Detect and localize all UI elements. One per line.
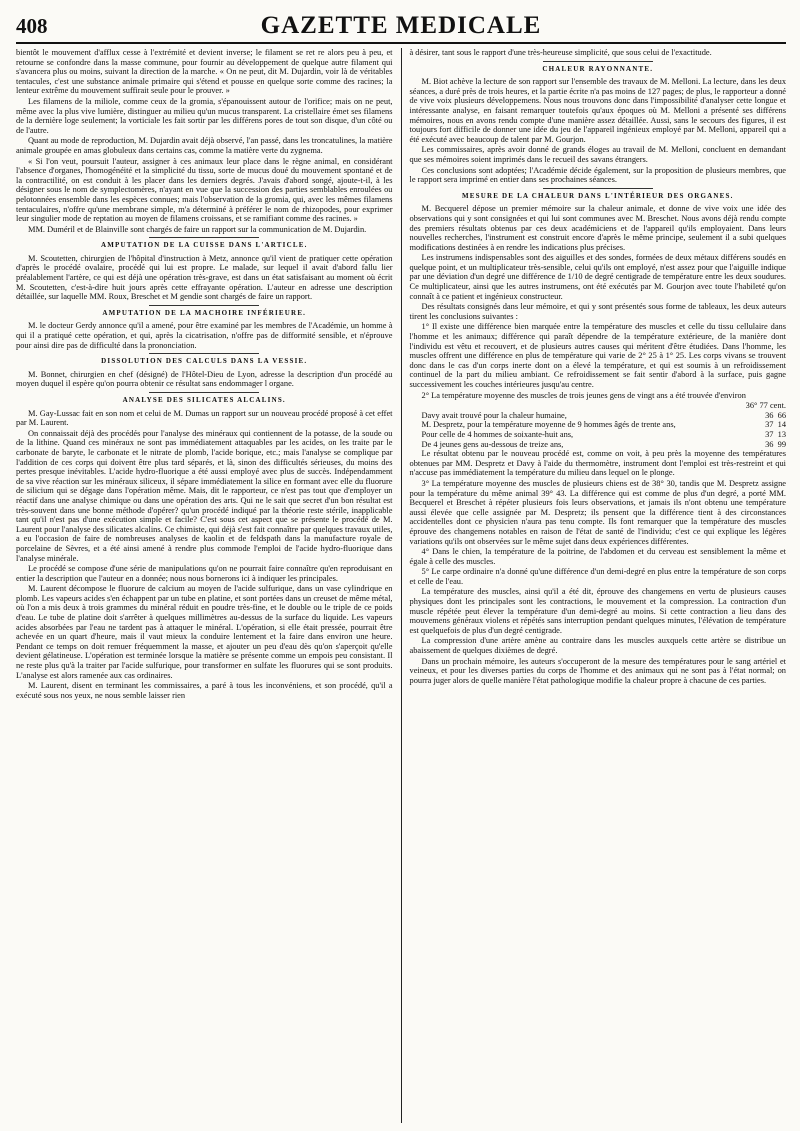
- columns: [16, 48, 786, 1123]
- section-divider: [543, 188, 653, 189]
- paragraph: On connaissait déjà des procédés pour l'analyse des minéraux qui contiennent de la potasse, de la soude ou de la lithine. Quand ces minéraux ne sont pas immédiatement attaquables par les acides, on les traite par le carbonate de baryte, le carbonate et le nitrate de plomb, l'acide borique, etc.; mais l'analyse se complique par l'addition de ces corps qui doivent être plus tard séparés, et là, sinon des difficultés sérieuses, du moins des pertes presque inévitables. L'acide hydro-fluorique a été aussi employé avec plus de succès. Indépendamment de sa vive réaction sur les minéraux siliceux, il sépare immédiatement la silice en formant avec elle du fluorure de silicium qui se dégage dans l'opération même. Mais, dit le rapporteur, ce n'est pas tout que d'employer un réactif dans une analyse chimique ou dans une opération des arts. Qui ne le sait que secret d'un bon résultat est très-souvent dans une bonne méthode d'opérer? qu'un procédé indiqué par la théorie reste stérile, inapplicable tant qu'il n'est pas d'une exécution simple et facile? C'est sous cet aspect que se présente le procédé de M. Laurent pour l'analyse des silicates alcalins. Ce chimiste, qui déjà s'est fait connaître par quelques travaux utiles, a eu l'occasion de faire de nombreuses analyses de kaolin et de feldspath dans la manufacture royale de porcelaine de Sèvres, et a été ainsi amené à rendre plus commode l'emploi de l'acide hydro-fluorique dans l'analyse minérale.: [16, 428, 393, 563]
- temperature-row: [410, 420, 787, 430]
- paragraph: M. Bonnet, chirurgien en chef (désigné) de l'Hôtel-Dieu de Lyon, adresse la description d'un procédé au moyen duquel il espère qu'on pourra obtenir ce résultat sans endommager l organe.: [16, 369, 393, 389]
- paragraph: M. Laurent, disent en terminant les commissaires, a paré à tous les inconvéniens, et son procédé, qu'il a exécuté sous nos yeux, ne nous semble laisser rien: [16, 681, 393, 700]
- right-column: [402, 48, 787, 1123]
- journal-title: GAZETTE MEDICALE: [260, 12, 542, 39]
- section-heading: ANALYSE DES SILICATES ALCALINS.: [122, 396, 286, 404]
- paragraph: 2° La température moyenne des muscles de trois jeunes gens de vingt ans a été trouvée d'environ: [421, 390, 746, 400]
- paragraph: La compression d'une artère amène au contraire dans les muscles auxquels cette artère se distribue un abaissement de quelques dixièmes de degré.: [409, 636, 786, 656]
- paragraph: Des résultats consignés dans leur mémoire, et qui y sont présentés sous forme de tableaux, les deux auteurs tirent les conclusions suivantes :: [409, 302, 786, 321]
- temperature-value: 37 13: [765, 429, 786, 439]
- section-heading: AMPUTATION DE LA CUISSE DANS L'ARTICLE.: [100, 241, 308, 250]
- paragraph: Dans un prochain mémoire, les auteurs s'occuperont de la mesure des températures pour le sang artériel et veineux, et pour les diverses parties du corps de l'homme et des animaux qui ne sont pas à l'état normal; on pourra juger alors de quelle manière l'état pathologique modifie la chaleur propre à chacune de ces parties.: [409, 656, 786, 685]
- section-divider: [543, 61, 653, 62]
- paragraph: M. Laurent décompose le fluorure de calcium au moyen de l'acide sulfurique, dans un vase cylindrique en plomb. Les vapeurs acides s'en échappent par un tube en platine, et sont portées dans un creuset de même métal, où l'on a mis deux à trois grammes du minéral réduit en poudre très-fine, et le double ou le triple de ce poids d'eau. Le tube de platine doit s'arrêter à quelques millimètres au-dessus de la surface du liquide. Les vapeurs acides absorbées par l'eau ne tardent pas à attaquer le minéral. L'opération, si elle était pressée, pourrait être achevée en un quart d'heure, mais il vaut mieux la conduire lentement et la faire dans environ une heure. Pendant ce temps on doit remuer fréquemment la masse, et ajouter un peu d'eau dès qu'on s'aperçoit qu'elle devient gélatineuse. L'opération est terminée lorsque la matière se présente comme un empois peu consistant. Il ne reste plus qu'à la traiter par l'acide sulfurique, pour transformer en sulfate les fluorures qui se sont produits. L'analyse est alors ramenée aux cas ordinaires.: [16, 584, 393, 680]
- paragraph: 5° Le carpe ordinaire n'a donné qu'une différence d'un demi-degré en plus entre la température de son corps et celle de l'eau.: [409, 567, 786, 586]
- section-divider: [149, 392, 259, 393]
- temperature-row: [410, 430, 787, 440]
- paragraph: M. Gay-Lussac fait en son nom et celui de M. Dumas un rapport sur un nouveau procédé proposé à cet effet par M. Laurent.: [16, 408, 393, 428]
- paragraph: 3° La température moyenne des muscles de plusieurs chiens est de 38° 30, tandis que M. Despretz assigne pour la température du même animal 39° 43. La différence qui est comme de plus d'un degré, a porté MM. Becquerel et Breschet à répéter plusieurs fois leurs observations, et jamais ils n'ont obtenu une température aussi élevée que celle assignée par M. Despretz; ils pensent que la différence tient à des circonstances accidentelles dont ce physicien n'aura pas tenu compte. Ils font remarquer que la température des muscles éprouve des changemens notables en raison de l'état de santé de l'individu; c'est ce qui explique les légères variations qu'ils ont observées sur le même sujet dans deux expériences différentes.: [409, 478, 786, 546]
- left-column: [16, 48, 402, 1123]
- paragraph: Les filamens de la miliole, comme ceux de la gromia, s'épanouissent autour de l'orifice; mais on ne peut, même avec la plus vive lumière, distinguer au milieu qu'un mucus transparent. La cristellaire émet ses filamens de la dernière loge seulement; la vorticiale les fait sortir par les différens pores de tout son disque, d'un côté ou de l'autre.: [16, 96, 393, 135]
- paragraph: M. Becquerel dépose un premier mémoire sur la chaleur animale, et donne de vive voix une idée des observations qui y sont consignées et qui lui sont communes avec M. Breschet. Nous avons déjà rendu compte des premiers résultats obtenus par ces deux académiciens et de l'appareil qu'ils employaient. Dans leurs nouvelles recherches, l'instrument est construit encore d'après le même principe, seulement il a subi quelques modifications destinées à en rendre les indications plus précises.: [409, 204, 786, 252]
- paragraph: à désirer, tant sous le rapport d'une très-heureuse simplicité, que sous celui de l'exactitude.: [409, 48, 712, 57]
- paragraph: Quant au mode de reproduction, M. Dujardin avait déjà observé, l'an passé, dans les troncatulines, la matière animale groupée en amas globuleux dans certains cas, comme la matière verte du zygnema.: [16, 136, 393, 155]
- paragraph: Les instrumens indispensables sont des aiguilles et des sondes, formées de deux métaux différens soudés en quelque point, et un multiplicateur très-sensible, celui qu'ils ont employé, n'est assez pour que l'aiguille indique par une déviation d'un degré une différence de 1/10 de degré centigrade de température entre les deux soudures. Ce multiplicateur, ainsi que les autres instrumens, ont été exécutés par M. Gourjon avec toute l'habileté qu'on connaît à ce patient et ingénieux constructeur.: [409, 253, 786, 301]
- temperature-label: Pour celle de 4 hommes de soixante-huit ans,: [421, 429, 574, 439]
- page-number: 408: [16, 14, 48, 38]
- paragraph: Ces conclusions sont adoptées; l'Académie décide également, sur la proposition de plusieurs membres, que le rapport sera imprimé en entier dans ses prochaines séances.: [409, 165, 786, 185]
- section-divider: [149, 353, 259, 354]
- paragraph: MM. Duméril et de Blainville sont chargés de faire un rapport sur la communication de M. Dujardin.: [28, 224, 367, 234]
- paragraph: M. Biot achève la lecture de son rapport sur l'ensemble des travaux de M. Melloni. La lecture, dans les deux séances, a duré près de trois heures, et la partie écrite n'a pas moins de 127 pages; de plus, le rapporteur a donné de vive voix plusieurs développemens. Nous nous trouvons donc dans l'impossibilité d'analyser cette longue et intéressante analyse, en faisant remarquer toutefois qu'aux époques où M. Melloni a présenté ses différens mémoires, nous en avons rendu compte d'une manière assez détaillée. Aussi, sans le secours des figures, il est toujours fort difficile de donner une idée du jeu de l'appareil ingénieux employé par M. Melloni, appareil qui a été exécuté avec beaucoup de talent par M. Gourjon.: [409, 77, 786, 144]
- page-header: [16, 12, 786, 44]
- paragraph: Le résultat obtenu par le nouveau procédé est, comme on voit, à peu près la moyenne des températures obtenues par MM. Despretz et Davy à l'aide du thermomètre, instrument dont l'emploi est très-restreint et qui n'accuse pas immédiatement la température du milieu dans lequel on le plonge.: [409, 449, 786, 478]
- temperature-label: Davy avait trouvé pour la chaleur humaine,: [421, 410, 567, 420]
- temperature-row: [410, 401, 787, 411]
- paragraph: 4° Dans le chien, la température de la poitrine, de l'abdomen et du cerveau est sensiblement la même et égale à celle des muscles.: [409, 547, 786, 566]
- paragraph: La température des muscles, ainsi qu'il a été dit, éprouve des changemens en vertu de plusieurs causes physiques dont les principales sont les contractions, le mouvement et la compression. La contraction d'un muscle répétée peut élever la température d'un demi-degré au moins. Si cette contraction a lieu dans des mouvemens généraux violens et répétés sans interruption pendant quelques minutes, l'élévation de température est quelquefois de plus d'un degré centigrade.: [409, 587, 786, 635]
- paragraph: 1° Il existe une différence bien marquée entre la température des muscles et celle du tissu cellulaire dans l'homme et les animaux; différence qui paraît dépendre de la température extérieure, de la manière dont l'individu est vêtu et recouvert, et de plusieurs autres causes qui méritent d'être étudiées. Dans l'homme, les muscles offrent une différence en plus de température qui varie de 2° 25 à 1° 25. Les corps vivans se trouvent donc dans le cas d'un corps inerte dont on a élevé la température, et qui est soumis à un refroidissement continuel de la part du milieu ambiant. Ce refroidissement se fait sentir d'abord à la surface, puis gagne successivement les couches intérieures jusqu'au centre.: [409, 322, 786, 389]
- temperature-label: M. Despretz, pour la température moyenne de 9 hommes âgés de trente ans,: [421, 420, 676, 430]
- section-heading: AMPUTATION DE LA MACHOIRE INFÉRIEURE.: [102, 308, 307, 317]
- temperature-value: 36 66: [765, 410, 786, 420]
- temperature-value: 36 99: [765, 439, 786, 449]
- section-heading: MESURE DE LA CHALEUR DANS L'INTÉRIEUR DES ORGANES.: [461, 191, 734, 200]
- paragraph: Les commissaires, après avoir donné de grands éloges au travail de M. Melloni, concluent en demandant que ses mémoires soient imprimés dans le recueil des savans étrangers.: [409, 145, 786, 164]
- temperature-value: 37 14: [765, 420, 786, 430]
- paragraph: M. le docteur Gerdy annonce qu'il a amené, pour être examiné par les membres de l'Académie, un homme à qui il a pratiqué cette opération, et qui, après la cicatrisation, n'offre pas de difformité sensible, et n'éprouve pour ainsi dire pas de difficulté dans la prononciation.: [16, 321, 393, 350]
- paragraph: bientôt le mouvement d'afflux cesse à l'extrémité et devient inverse; le filament se ret re alors peu à peu, et retourne se confondre dans la masse commune, pour fournir au développement de quelque autre filament qui s'avancera plus ou moins, suivant la direction de la marche. « On ne peut, dit M. Dujardin, voir là de véritables tentacules, c'est une substance animale primaire qui s'étend et pousse en quelque sorte comme des racines; la lenteur extrême du mouvement suffirait seule pour le prouver. »: [16, 48, 393, 96]
- temperature-row: [410, 411, 787, 421]
- temperature-row: [410, 440, 787, 450]
- section-divider: [149, 305, 259, 306]
- paragraph: Le procédé se compose d'une série de manipulations qu'on ne pourrait faire connaître qu'en reproduisant en entier la description que l'auteur en a donnée; nous nous bornerons ici à indiquer les principales.: [16, 564, 393, 583]
- temperature-value: 36° 77 cent.: [745, 401, 786, 411]
- section-heading: DISSOLUTION DES CALCULS DANS LA VESSIE.: [101, 357, 308, 366]
- paragraph: « Si l'on veut, poursuit l'auteur, assigner à ces animaux leur place dans le règne animal, en considérant l'absence d'organes, l'homogénéité et la simplicité du tissu, sorte de mucus doué du mouvement spontané et de la contractilité, on est conduit à les placer dans les derniers degrés. J'avais d'abord songé, ajoute-t-il, à les désigner sous le nom de symplectomères, n'ayant en vue que la succession des parties semblables enroulées ou pelotonnées ensemble dans les espèces connues; mais l'observation de la gromia, qui, avec les mêmes filamens tentaculaires, n'offre qu'une membrane simple, m'a déterminé à préférer le nom de rhizopodes, pour exprimer leur singulier mode de reptation au moyen de filamens croissans, et se ramifiant comme des racines. »: [16, 156, 393, 224]
- section-divider: [149, 237, 259, 238]
- temperature-label: De 4 jeunes gens au-dessous de treize ans,: [421, 439, 564, 449]
- section-heading: CHALEUR RAYONNANTE.: [542, 64, 654, 73]
- paragraph: M. Scoutetten, chirurgien de l'hôpital d'instruction à Metz, annonce qu'il vient de pratiquer cette opération d'après le procédé ovalaire, procédé qui lui est propre. Le malade, sur lequel il avait d'abord fallu lier préalablement l'artère, ce qui est déjà une opération très-grave, est dans un état satisfaisant au moment où écrit M. Scoutetten, c'est-à-dire huit jours après cette effrayante opération. L'auteur en adresse une description détaillée, sur laquelle MM. Roux, Breschet et M gendie sont chargés de faire un rapport.: [16, 253, 393, 302]
